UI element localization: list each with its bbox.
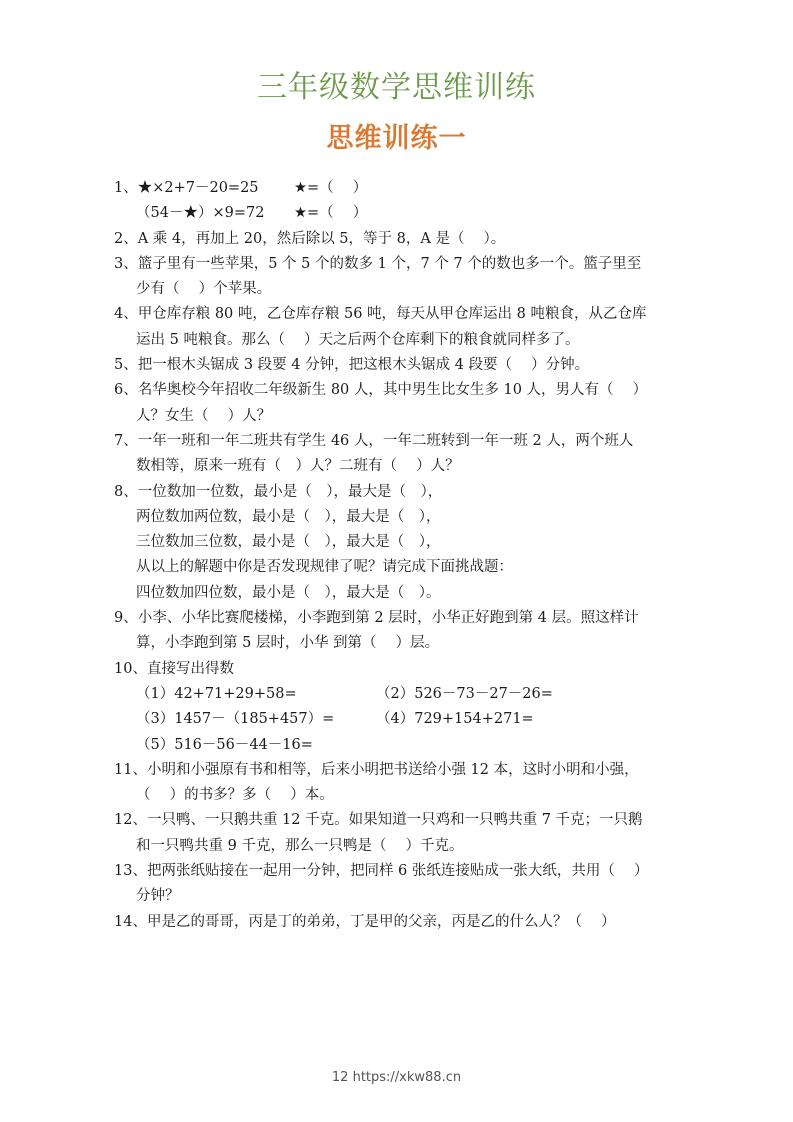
question-8-line-5: 四位数加四位数，最小是（ ），最大是（ ）。	[136, 584, 441, 601]
question-6-line-1: 6、名华奥校今年招收二年级新生 80 人，其中男生比女生多 10 人，男人有（ ）	[114, 382, 648, 399]
question-10-part-5: （5）516－56－44－16=	[136, 736, 313, 753]
question-13-line-2: 分钟？	[136, 888, 180, 905]
question-10-heading: 10、直接写出得数	[114, 660, 234, 677]
question-1-equation-a: 1、★×2+7－20=25	[114, 180, 259, 196]
question-13-line-1: 13、把两张纸贴接在一起用一分钟，把同样 6 张纸连接贴成一张大纸，共用（ ）	[114, 863, 649, 880]
question-9-line-1: 9、小李、小华比赛爬楼梯，小李跑到第 2 层时，小华正好跑到第 4 层。照这样计	[114, 610, 639, 627]
question-2: 2、A 乘 4，再加上 20，然后除以 5，等于 8，A 是（ ）。	[114, 230, 506, 247]
question-5: 5、把一根木头锯成 3 段要 4 分钟，把这根木头锯成 4 段要（ ）分钟。	[114, 357, 590, 374]
question-10-part-2: （2）526－73－27－26=	[376, 685, 553, 702]
question-11-line-1: 11、小明和小强原有书和相等，后来小明把书送给小强 12 本，这时小明和小强，	[114, 761, 639, 778]
question-12-line-1: 12、一只鸭、一只鹅共重 12 千克。如果知道一只鸡和一只鸭共重 7 千克；一只鹅	[114, 812, 643, 829]
question-12-line-2: 和一只鸭共重 9 千克，那么一只鸭是（ ）千克。	[136, 837, 464, 854]
question-list	[114, 176, 686, 935]
page-footer: 12 https://xkw88.cn	[331, 1070, 462, 1085]
question-7-line-1: 7、一年一班和一年二班共有学生 46 人，一年二班转到一年一班 2 人，两个班人	[114, 432, 634, 449]
question-10-part-3: （3）1457－（185+457）=	[136, 711, 335, 728]
question-6-line-2: 人？女生（ ）人？	[136, 407, 272, 424]
question-10-part-4: （4）729+154+271=	[376, 711, 534, 728]
question-10-row-1	[114, 682, 686, 707]
question-10-part-1: （1）42+71+29+58=	[136, 685, 297, 702]
question-8-line-3: 三位数加三位数，最小是（ ），最大是（ ），	[136, 534, 441, 551]
page-subtitle: 思维训练一	[326, 123, 467, 154]
question-3-line-1: 3、篮子里有一些苹果，5 个 5 个的数多 1 个，7 个 7 个的数也多一个。篮子里至	[114, 255, 642, 272]
question-9-line-2: 算，小李跑到第 5 层时，小华 到第（ ）层。	[136, 635, 440, 652]
question-1-equation-b: （54－★）×9=72	[136, 205, 265, 222]
question-11-line-2: （ ）的书多？多（ ）本。	[136, 787, 334, 804]
question-8-line-2: 两位数加两位数，最小是（ ），最大是（ ），	[136, 508, 441, 525]
question-10-row-2	[114, 707, 686, 732]
question-1-line-1	[114, 176, 686, 201]
page-title: 三年级数学思维训练	[257, 70, 536, 105]
question-1-answer-b: ★=（ ）	[294, 205, 368, 222]
question-7-line-2: 数相等，原来一班有（ ）人？二班有（ ）人？	[136, 458, 460, 475]
question-8-line-4: 从以上的解题中你是否发现规律了呢？请完成下面挑战题：	[136, 559, 513, 576]
question-1-line-2	[114, 201, 686, 226]
question-4-line-2: 运出 5 吨粮食。那么（ ）天之后两个仓库剩下的粮食就同样多了。	[136, 331, 580, 348]
question-4-line-1: 4、甲仓库存粮 80 吨，乙仓库存粮 56 吨，每天从甲仓库运出 8 吨粮食，从乙仓库	[114, 306, 647, 323]
question-8-line-1: 8、一位数加一位数，最小是（ ），最大是（ ），	[114, 483, 443, 500]
question-1-answer-a: ★=（ ）	[294, 180, 368, 196]
question-14: 14、甲是乙的哥哥，丙是丁的弟弟，丁是甲的父亲，丙是乙的什么人？（ ）	[114, 913, 616, 930]
question-3-line-2: 少有（ ）个苹果。	[136, 281, 272, 298]
